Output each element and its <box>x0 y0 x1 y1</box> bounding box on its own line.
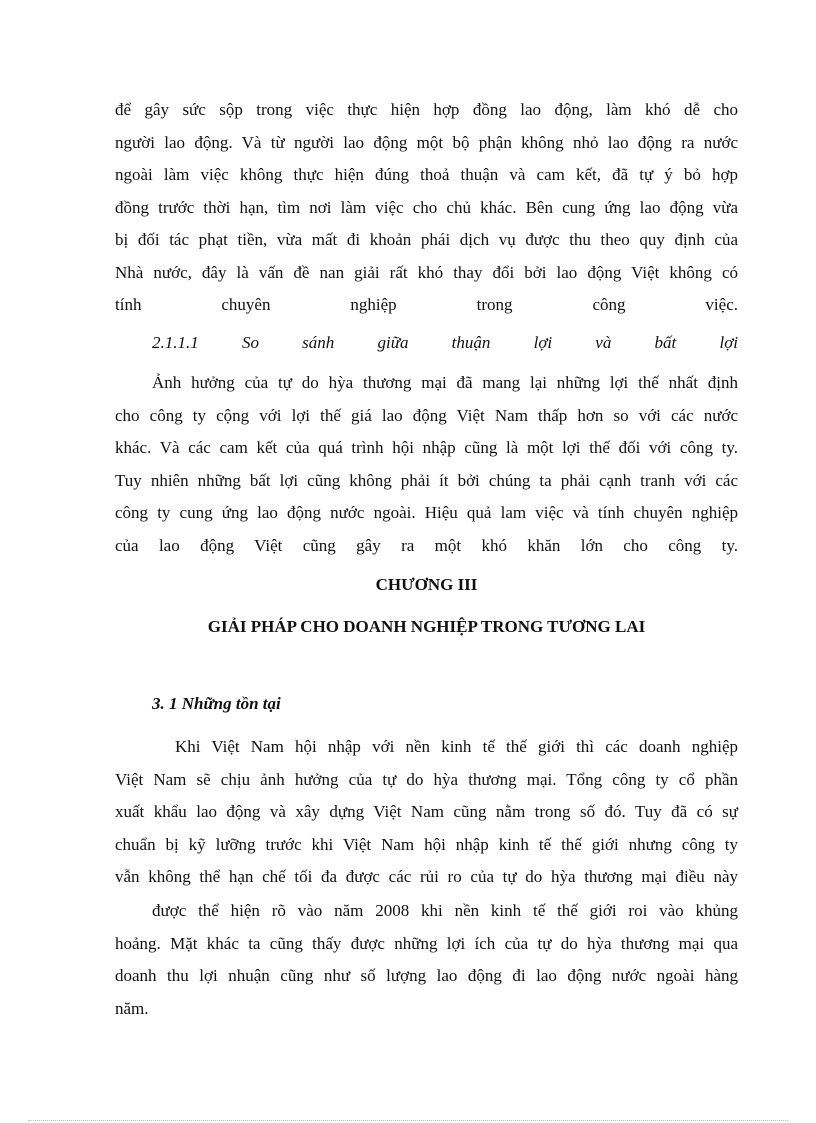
text-line: bị đối tác phạt tiền, vừa mất đi khoản phái dịch vụ được thu theo quy định của <box>115 230 738 249</box>
text-line: Việt Nam sẽ chịu ảnh hưởng của tự do hỳa thương mại. Tổng công ty cổ phần <box>115 769 738 789</box>
text-line: khác. Và các cam kết của quá trình hội nhập cũng là một lợi thế đối với công ty. <box>115 438 738 457</box>
text-line: ngoài làm việc không thực hiện đúng thoả thuận và cam kết, đã tự ý bỏ hợp <box>115 165 738 184</box>
text-line: được thể hiện rõ vào năm 2008 khi nền kinh tế thế giới roi vào khủng <box>152 901 738 920</box>
text-line: của lao động Việt cũng gây ra một khó khăn lớn cho công ty. <box>115 535 738 555</box>
chapter-title: GIẢI PHÁP CHO DOANH NGHIỆP TRONG TƯƠNG LAI <box>207 617 646 636</box>
chapter-number: CHƯƠNG III <box>375 575 478 594</box>
subheading-text: 2.1.1.1 So sánh giữa thuận lợi và bất lợi <box>152 333 738 352</box>
text-line: đồng trước thời hạn, tìm nơi làm việc cho chủ khác. Bên cung ứng lao động vừa <box>115 197 738 217</box>
paragraph-3 <box>115 731 738 894</box>
paragraph-2 <box>115 367 738 562</box>
page-bottom-rule <box>28 1120 788 1121</box>
text-line: hoảng. Mặt khác ta cũng thấy được những lợi ích của tự do hỳa thương mại qua <box>115 933 738 953</box>
text-line: tính chuyên nghiệp trong công việc. <box>115 295 738 314</box>
text-line: Khi Việt Nam hội nhập với nền kinh tế thế giới thì các doanh nghiệp <box>175 737 738 756</box>
text-line: năm. <box>115 998 149 1018</box>
text-line: để gây sức sộp trong việc thực hiện hợp đồng lao động, làm khó dễ cho <box>115 100 738 119</box>
subheading <box>152 327 738 360</box>
text-line: Tuy nhiên những bất lợi cũng không phải ít bởi chúng ta phải cạnh tranh với các <box>115 470 738 490</box>
text-line: chuẩn bị kỹ lưỡng trước khi Việt Nam hội nhập kinh tế thế giới nhưng công ty <box>115 834 738 854</box>
paragraph-1 <box>115 94 738 322</box>
paragraph-4 <box>115 895 738 1025</box>
text-line: doanh thu lợi nhuận cũng như số lượng lao động đi lao động nước ngoài hàng <box>115 966 738 985</box>
text-line: công ty cung ứng lao động nước ngoài. Hiệu quả lam việc và tính chuyên nghiệp <box>115 503 738 522</box>
text-line: xuất khẩu lao động và xây dựng Việt Nam cũng nằm trong số đó. Tuy đã có sự <box>115 802 738 821</box>
text-line: vẫn không thể hạn chế tối đa được các rủi ro của tự do hỳa thương mại điều này <box>115 867 738 886</box>
text-line: người lao động. Và từ người lao động một bộ phận không nhỏ lao động ra nước <box>115 132 738 152</box>
text-line: cho công ty cộng với lợi thế giá lao động Việt Nam thấp hơn so với các nước <box>115 405 738 425</box>
text-line: Ảnh hưởng của tự do hỳa thương mại đã mang lại những lợi thế nhất định <box>152 373 738 392</box>
text-line: Nhà nước, đây là vấn đề nan giải rất khó thay đổi bởi lao động Việt không có <box>115 262 738 282</box>
section-heading: 3. 1 Những tồn tại <box>152 694 281 713</box>
